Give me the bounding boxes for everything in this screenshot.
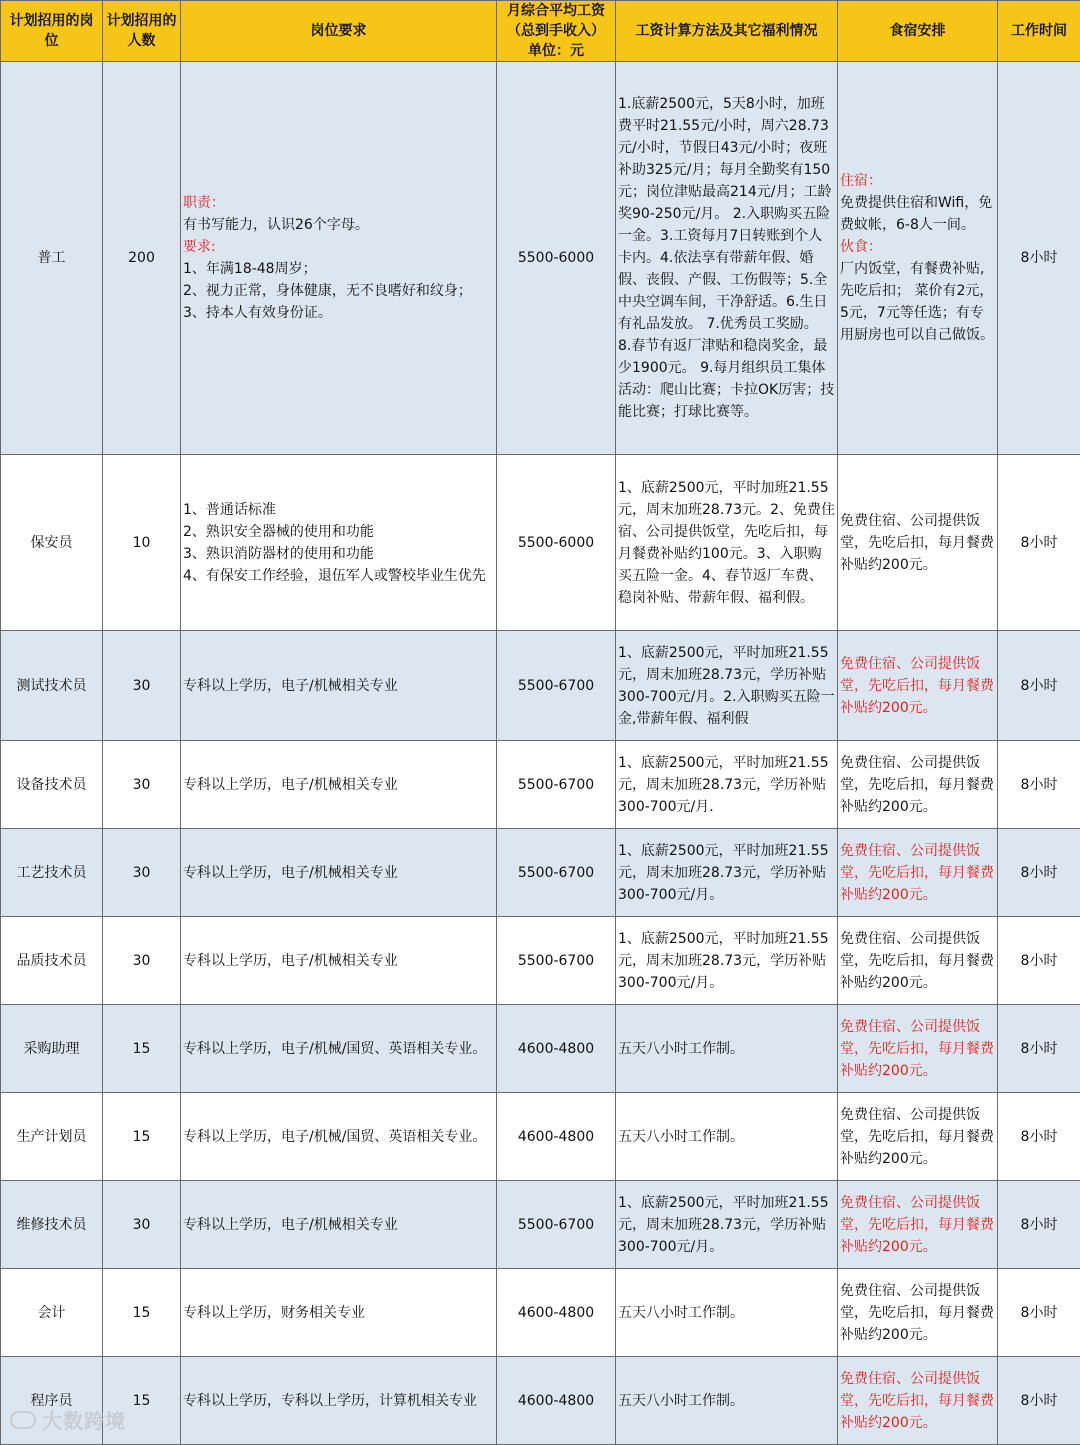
table-row xyxy=(1,1181,1080,1269)
cell-position: 工艺技术员 xyxy=(1,829,103,917)
cell-count: 30 xyxy=(103,829,181,917)
cell-line: 免费提供住宿和Wifi，免费蚊帐，6-8人一间。 xyxy=(840,192,995,236)
cell-salary: 5500-6700 xyxy=(497,917,616,1005)
cell-pay-method: 1、底薪2500元，平时加班21.55元，周末加班28.73元，学历补贴300-700元/月。 xyxy=(616,1181,838,1269)
cell-requirements xyxy=(181,1181,497,1269)
header-lodging: 食宿安排 xyxy=(838,1,998,62)
cell-salary: 5500-6700 xyxy=(497,741,616,829)
cell-hours: 8小时 xyxy=(998,1093,1080,1181)
cell-lodging xyxy=(838,1093,998,1181)
cell-line: 4、有保安工作经验，退伍军人或警校毕业生优先 xyxy=(183,565,494,587)
cell-lodging xyxy=(838,1357,998,1445)
cell-position: 保安员 xyxy=(1,455,103,631)
cell-line: 专科以上学历，电子/机械相关专业 xyxy=(183,950,494,972)
cell-salary: 5500-6700 xyxy=(497,829,616,917)
header-count: 计划招用的人数 xyxy=(103,1,181,62)
cell-requirements xyxy=(181,1093,497,1181)
cell-position: 测试技术员 xyxy=(1,631,103,741)
cell-salary: 4600-4800 xyxy=(497,1093,616,1181)
cell-salary: 5500-6000 xyxy=(497,455,616,631)
cell-position: 品质技术员 xyxy=(1,917,103,1005)
table-row xyxy=(1,829,1080,917)
cell-lodging xyxy=(838,829,998,917)
cell-pay-method: 五天八小时工作制。 xyxy=(616,1093,838,1181)
cell-pay-method: 1、底薪2500元，平时加班21.55元，周末加班28.73元，学历补贴300-700元/月. xyxy=(616,741,838,829)
cell-line: 3、熟识消防器材的使用和功能 xyxy=(183,543,494,565)
cell-hours: 8小时 xyxy=(998,455,1080,631)
cell-hours: 8小时 xyxy=(998,741,1080,829)
cell-line: 有书写能力，认识26个字母。 xyxy=(183,214,494,236)
cell-lodging xyxy=(838,631,998,741)
cell-requirements xyxy=(181,1357,497,1445)
cell-salary: 4600-4800 xyxy=(497,1269,616,1357)
header-salary-line: （总到手收入） xyxy=(499,21,613,41)
cell-line: 专科以上学历，电子/机械相关专业 xyxy=(183,774,494,796)
table-row xyxy=(1,62,1080,455)
cell-position: 生产计划员 xyxy=(1,1093,103,1181)
cell-requirements xyxy=(181,1005,497,1093)
cell-pay-method: 五天八小时工作制。 xyxy=(616,1005,838,1093)
cell-hours: 8小时 xyxy=(998,829,1080,917)
cell-pay-method: 1、底薪2500元，平时加班21.55元，周末加班28.73元，学历补贴300-700元/月。2.入职购买五险一金,带薪年假、福利假 xyxy=(616,631,838,741)
header-hours: 工作时间 xyxy=(998,1,1080,62)
cell-pay-method: 五天八小时工作制。 xyxy=(616,1357,838,1445)
cell-line: 专科以上学历，财务相关专业 xyxy=(183,1302,494,1324)
cell-line: 免费住宿、公司提供饭堂，先吃后扣，每月餐费补贴约200元。 xyxy=(840,1280,995,1346)
table-row xyxy=(1,1005,1080,1093)
cell-count: 30 xyxy=(103,917,181,1005)
cell-count: 15 xyxy=(103,1357,181,1445)
cell-line: 免费住宿、公司提供饭堂，先吃后扣，每月餐费补贴约200元。 xyxy=(840,653,995,719)
cell-requirements xyxy=(181,741,497,829)
cell-position: 会计 xyxy=(1,1269,103,1357)
cell-hours: 8小时 xyxy=(998,1005,1080,1093)
watermark-text: 大数跨境 xyxy=(42,1405,126,1434)
cell-requirements xyxy=(181,455,497,631)
header-position: 计划招用的岗位 xyxy=(1,1,103,62)
cell-line: 免费住宿、公司提供饭堂，先吃后扣，每月餐费补贴约200元。 xyxy=(840,1192,995,1258)
cell-requirements xyxy=(181,917,497,1005)
table-row xyxy=(1,631,1080,741)
cell-pay-method: 1.底薪2500元，5天8小时，加班费平时21.55元/小时，周六28.73元/小时，节假日43元/小时；夜班补助325元/月；每月全勤奖有150元；岗位津贴最高214元/月；工龄奖90-250元/月。 2.入职购买五险一金。3.工资每月7日转账到个人卡内。4.依法享有带薪年假、婚假、丧假、产假、工伤假等；5.全中央空调车间，干净舒适。6.生日有礼品发放。 7.优秀员工奖励。 8.春节有返厂津贴和稳岗奖金，最少1900元。 9.每月组织员工集体活动：爬山比赛；卡拉OK厉害；技能比赛；打球比赛等。 xyxy=(616,62,838,455)
cell-line: 要求: xyxy=(183,236,494,258)
cell-line: 3、持本人有效身份证。 xyxy=(183,302,494,324)
header-requirements: 岗位要求 xyxy=(181,1,497,62)
cell-salary: 5500-6700 xyxy=(497,631,616,741)
cell-line: 专科以上学历，电子/机械/国贸、英语相关专业。 xyxy=(183,1038,494,1060)
cell-line: 1、普通话标准 xyxy=(183,499,494,521)
cell-hours: 8小时 xyxy=(998,1357,1080,1445)
table-row xyxy=(1,741,1080,829)
cell-count: 10 xyxy=(103,455,181,631)
cell-hours: 8小时 xyxy=(998,1269,1080,1357)
cell-line: 专科以上学历，电子/机械/国贸、英语相关专业。 xyxy=(183,1126,494,1148)
cell-pay-method: 1、底薪2500元，平时加班21.55元，周末加班28.73元。2、免费住宿、公司提供饭堂，先吃后扣，每月餐费补贴约100元。3、入职购买五险一金。4、春节返厂车费、稳岗补贴、带薪年假、福利假。 xyxy=(616,455,838,631)
cell-hours: 8小时 xyxy=(998,917,1080,1005)
cell-salary: 5500-6000 xyxy=(497,62,616,455)
cell-count: 30 xyxy=(103,1181,181,1269)
watermark xyxy=(10,1405,126,1434)
cell-pay-method: 1、底薪2500元，平时加班21.55元，周末加班28.73元，学历补贴300-700元/月。 xyxy=(616,829,838,917)
cell-line: 免费住宿、公司提供饭堂，先吃后扣，每月餐费补贴约200元。 xyxy=(840,1368,995,1434)
table-row xyxy=(1,1093,1080,1181)
cell-position: 普工 xyxy=(1,62,103,455)
header-pay-method: 工资计算方法及其它福利情况 xyxy=(616,1,838,62)
cell-requirements xyxy=(181,631,497,741)
cell-hours: 8小时 xyxy=(998,631,1080,741)
cell-line: 专科以上学历，电子/机械相关专业 xyxy=(183,862,494,884)
cell-hours: 8小时 xyxy=(998,1181,1080,1269)
cell-line: 住宿： xyxy=(840,170,995,192)
header-row xyxy=(1,1,1080,62)
cell-hours: 8小时 xyxy=(998,62,1080,455)
cell-pay-method: 五天八小时工作制。 xyxy=(616,1269,838,1357)
cell-line: 专科以上学历，电子/机械相关专业 xyxy=(183,1214,494,1236)
cell-lodging xyxy=(838,741,998,829)
cell-salary: 4600-4800 xyxy=(497,1005,616,1093)
cell-salary: 5500-6700 xyxy=(497,1181,616,1269)
cell-line: 免费住宿、公司提供饭堂，先吃后扣，每月餐费补贴约200元。 xyxy=(840,510,995,576)
header-salary-line: 月综合平均工资 xyxy=(499,1,613,21)
cell-line: 伙食： xyxy=(840,236,995,258)
cell-lodging xyxy=(838,1181,998,1269)
table-row xyxy=(1,455,1080,631)
table-row xyxy=(1,1269,1080,1357)
cell-pay-method: 1、底薪2500元，平时加班21.55元，周末加班28.73元，学历补贴300-700元/月。 xyxy=(616,917,838,1005)
cell-line: 2、视力正常，身体健康，无不良嗜好和纹身； xyxy=(183,280,494,302)
cell-requirements xyxy=(181,62,497,455)
cell-line: 免费住宿、公司提供饭堂，先吃后扣，每月餐费补贴约200元。 xyxy=(840,1104,995,1170)
header-salary-line: 单位：元 xyxy=(499,41,613,61)
cell-salary: 4600-4800 xyxy=(497,1357,616,1445)
cell-lodging xyxy=(838,1269,998,1357)
cell-line: 1、年满18-48周岁； xyxy=(183,258,494,280)
cell-line: 厂内饭堂，有餐费补贴,先吃后扣； 菜价有2元，5元，7元等任选；有专用厨房也可以自己做饭。 xyxy=(840,258,995,346)
cell-count: 30 xyxy=(103,741,181,829)
cell-lodging xyxy=(838,1005,998,1093)
table-body xyxy=(1,62,1080,1445)
cell-lodging xyxy=(838,917,998,1005)
cell-lodging xyxy=(838,62,998,455)
cell-lodging xyxy=(838,455,998,631)
cell-line: 免费住宿、公司提供饭堂，先吃后扣，每月餐费补贴约200元。 xyxy=(840,752,995,818)
cell-line: 免费住宿、公司提供饭堂，先吃后扣，每月餐费补贴约200元。 xyxy=(840,1016,995,1082)
table-row xyxy=(1,917,1080,1005)
header-salary xyxy=(497,1,616,62)
cell-line: 职责： xyxy=(183,192,494,214)
watermark-logo-icon xyxy=(10,1411,36,1429)
cell-position: 维修技术员 xyxy=(1,1181,103,1269)
cell-count: 15 xyxy=(103,1269,181,1357)
cell-count: 30 xyxy=(103,631,181,741)
cell-line: 2、熟识安全器械的使用和功能 xyxy=(183,521,494,543)
cell-position: 程序员 xyxy=(1,1357,103,1445)
cell-requirements xyxy=(181,829,497,917)
cell-line: 专科以上学历，专科以上学历，计算机相关专业 xyxy=(183,1390,494,1412)
cell-count: 15 xyxy=(103,1005,181,1093)
cell-position: 设备技术员 xyxy=(1,741,103,829)
cell-requirements xyxy=(181,1269,497,1357)
cell-line: 免费住宿、公司提供饭堂，先吃后扣，每月餐费补贴约200元。 xyxy=(840,840,995,906)
cell-line: 专科以上学历，电子/机械相关专业 xyxy=(183,675,494,697)
cell-position: 采购助理 xyxy=(1,1005,103,1093)
cell-count: 200 xyxy=(103,62,181,455)
cell-count: 15 xyxy=(103,1093,181,1181)
table-row xyxy=(1,1357,1080,1445)
cell-line: 免费住宿、公司提供饭堂，先吃后扣，每月餐费补贴约200元。 xyxy=(840,928,995,994)
